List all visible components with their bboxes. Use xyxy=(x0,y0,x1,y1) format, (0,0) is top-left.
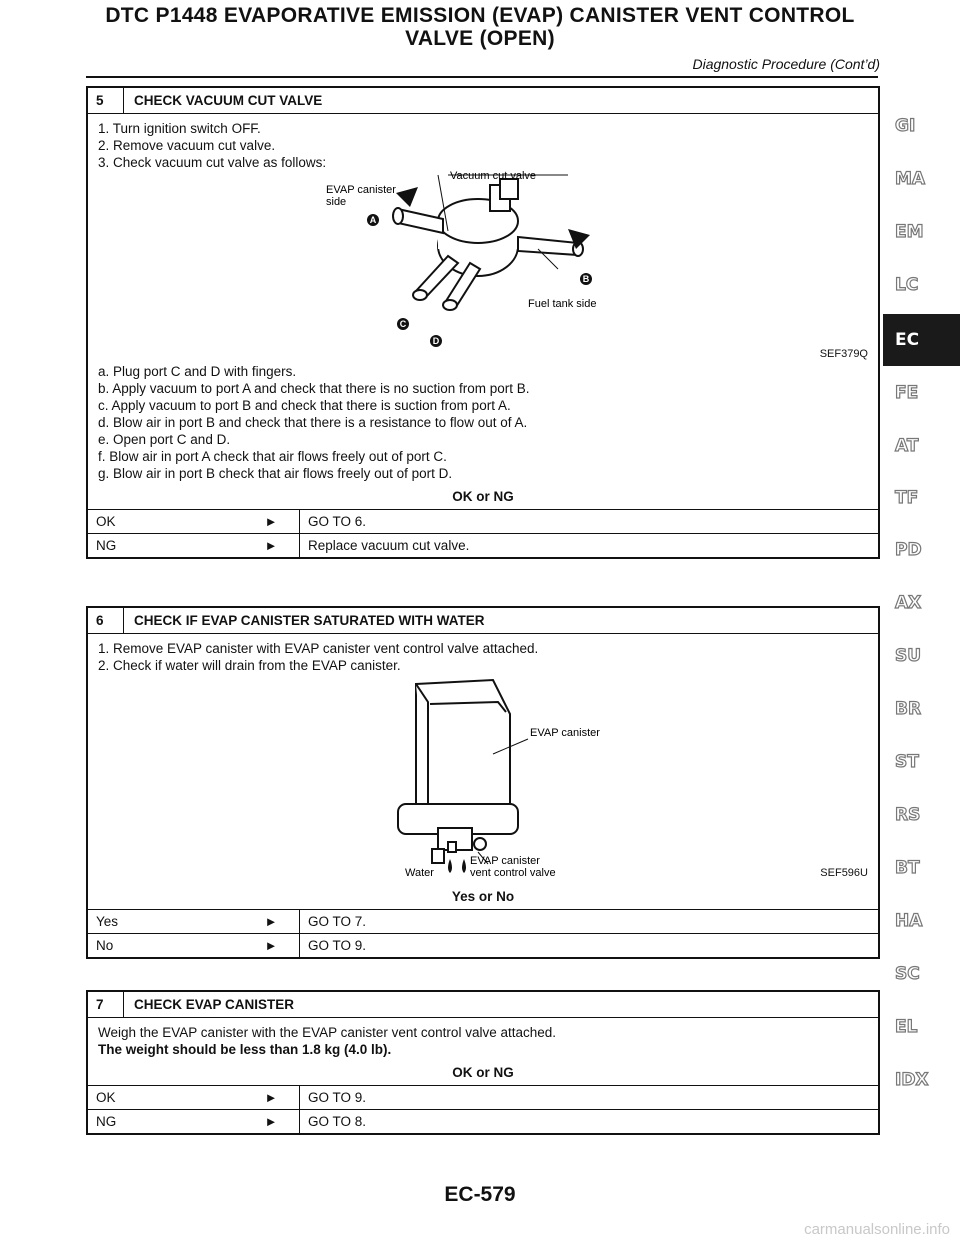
section-tab-fe[interactable]: FE xyxy=(895,383,919,403)
section-tab-lc[interactable]: LC xyxy=(895,275,919,295)
result-label: NG xyxy=(96,538,117,553)
figure-label-water: Water xyxy=(405,867,434,879)
instruction-line: 3. Check vacuum cut valve as follows: xyxy=(98,155,327,170)
page-title-line1: DTC P1448 EVAPORATIVE EMISSION (EVAP) CANISTER VENT CONTROL xyxy=(105,4,855,27)
result-row-ok xyxy=(88,509,878,533)
step-title: CHECK EVAP CANISTER xyxy=(134,997,295,1012)
vacuum-cut-valve-diagram xyxy=(98,171,868,363)
instruction-line: Weigh the EVAP canister with the EVAP canister vent control valve attached. xyxy=(98,1025,556,1040)
figure-label-canister-side-2: side xyxy=(326,196,347,208)
question-label: Yes or No xyxy=(451,889,515,904)
step-5-header xyxy=(88,88,878,114)
section-tab-em[interactable]: EM xyxy=(895,222,924,242)
page-number: EC-579 xyxy=(444,1183,516,1206)
result-row-no xyxy=(88,933,878,957)
result-arrow-icon: ► xyxy=(243,1086,300,1109)
step-6-header xyxy=(88,608,878,634)
page-title-line2: VALVE (OPEN) xyxy=(405,27,555,50)
figure-code: SEF596U xyxy=(820,867,868,879)
step-number: 6 xyxy=(88,608,124,633)
section-tab-ha[interactable]: HA xyxy=(895,911,923,931)
result-arrow-icon: ► xyxy=(243,534,300,557)
section-tab-br[interactable]: BR xyxy=(895,699,922,719)
watermark: carmanualsonline.info xyxy=(804,1221,950,1238)
section-tab-st[interactable]: ST xyxy=(895,752,919,772)
result-action: GO TO 9. xyxy=(308,1090,367,1105)
step-5-box xyxy=(86,86,880,559)
page-header xyxy=(80,4,880,72)
result-arrow-icon: ► xyxy=(243,934,300,957)
figure-label-vent-1: EVAP canister xyxy=(470,855,540,867)
result-arrow-icon: ► xyxy=(243,1110,300,1133)
instruction-line: 1. Remove EVAP canister with EVAP canister vent control valve attached. xyxy=(98,641,539,656)
instruction-line: 1. Turn ignition switch OFF. xyxy=(98,121,261,136)
figure-label-evap-canister: EVAP canister xyxy=(530,727,600,739)
section-tab-ax[interactable]: AX xyxy=(895,593,922,613)
substep-line: f. Blow air in port A check that air flows freely out of port C. xyxy=(98,449,447,464)
port-b-label: B xyxy=(582,274,590,284)
step-6-body xyxy=(88,634,878,909)
section-tab-at[interactable]: AT xyxy=(895,436,919,456)
section-tab-ec-active[interactable]: EC xyxy=(883,314,960,366)
substep-line: g. Blow air in port B check that air flows freely out of port D. xyxy=(98,466,453,481)
substep-line: b. Apply vacuum to port A and check that there is no suction from port B. xyxy=(98,381,530,396)
substep-line: d. Blow air in port B and check that there is a resistance to flow out of A. xyxy=(98,415,528,430)
evap-canister-diagram xyxy=(98,674,868,882)
substep-line: a. Plug port C and D with fingers. xyxy=(98,364,297,379)
step-number: 7 xyxy=(88,992,124,1017)
instruction-line: 2. Check if water will drain from the EVAP canister. xyxy=(98,658,401,673)
figure-label-vacuum-cut-valve: Vacuum cut valve xyxy=(450,171,537,182)
evap-canister-figure xyxy=(98,674,868,882)
section-tab-gi[interactable]: GI xyxy=(895,116,916,136)
section-tab-bt[interactable]: BT xyxy=(895,858,920,878)
question-label: OK or NG xyxy=(452,1065,514,1080)
result-label: OK xyxy=(96,514,116,529)
step-title: CHECK IF EVAP CANISTER SATURATED WITH WATER xyxy=(134,613,485,628)
result-arrow-icon: ► xyxy=(243,510,300,533)
result-label: Yes xyxy=(96,914,119,929)
port-a-label: A xyxy=(369,215,377,225)
vacuum-cut-valve-figure xyxy=(98,171,868,363)
figure-label-vent-2: vent control valve xyxy=(470,867,556,879)
substep-line: c. Apply vacuum to port B and check that there is suction from port A. xyxy=(98,398,511,413)
substep-line: e. Open port C and D. xyxy=(98,432,231,447)
result-row-ng xyxy=(88,533,878,557)
page-subtitle: Diagnostic Procedure (Cont’d) xyxy=(692,56,880,72)
weight-note: The weight should be less than 1.8 kg (4.0 lb). xyxy=(98,1042,392,1057)
section-tab-tf[interactable]: TF xyxy=(895,488,919,508)
result-row-ng xyxy=(88,1109,878,1133)
result-label: OK xyxy=(96,1090,116,1105)
result-row-ok xyxy=(88,1085,878,1109)
port-d-label: D xyxy=(432,336,440,346)
result-action: Replace vacuum cut valve. xyxy=(308,538,470,553)
step-title: CHECK VACUUM CUT VALVE xyxy=(134,93,323,108)
result-label: NG xyxy=(96,1114,117,1129)
figure-code: SEF379Q xyxy=(819,348,868,360)
result-row-yes xyxy=(88,909,878,933)
section-tab-su[interactable]: SU xyxy=(895,646,922,666)
figure-label-canister-side: EVAP canister xyxy=(326,184,396,196)
step-7-header xyxy=(88,992,878,1018)
result-label: No xyxy=(96,938,114,953)
section-tab-sc[interactable]: SC xyxy=(895,964,920,984)
result-arrow-icon: ► xyxy=(243,910,300,933)
section-tab-pd[interactable]: PD xyxy=(895,540,922,560)
step-5-body xyxy=(88,114,878,509)
step-7-box xyxy=(86,990,880,1135)
figure-label-fuel-tank-side: Fuel tank side xyxy=(528,298,597,310)
result-action: GO TO 7. xyxy=(308,914,367,929)
instruction-line: 2. Remove vacuum cut valve. xyxy=(98,138,276,153)
question-label: OK or NG xyxy=(452,489,514,504)
step-6-box xyxy=(86,606,880,959)
result-action: GO TO 8. xyxy=(308,1114,367,1129)
port-c-label: C xyxy=(399,319,407,329)
result-action: GO TO 6. xyxy=(308,514,367,529)
step-7-body xyxy=(88,1018,878,1085)
header-divider xyxy=(86,76,878,78)
result-action: GO TO 9. xyxy=(308,938,367,953)
section-tab-idx[interactable]: IDX xyxy=(895,1070,929,1090)
section-tab-el[interactable]: EL xyxy=(895,1017,918,1037)
step-number: 5 xyxy=(88,88,124,113)
section-tab-ma[interactable]: MA xyxy=(895,169,926,189)
section-tab-rs[interactable]: RS xyxy=(895,805,921,825)
